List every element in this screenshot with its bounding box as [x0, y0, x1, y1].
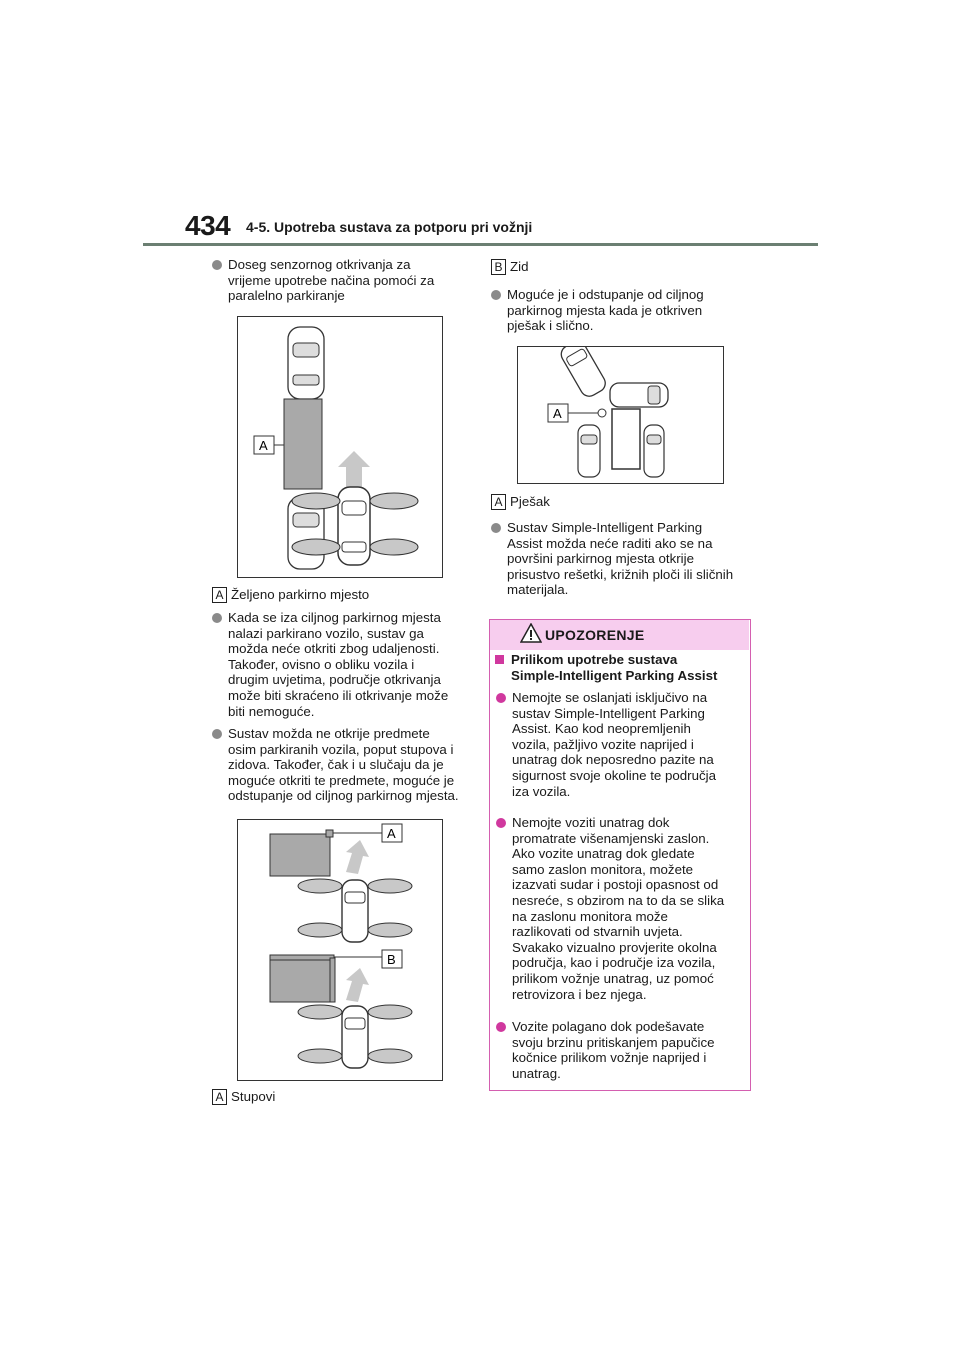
- caption-wall: [491, 259, 528, 275]
- own-car-icon: [342, 880, 368, 942]
- caption-pillars: [212, 1089, 275, 1105]
- line: Assist. Kao kod neopremljenih: [512, 721, 691, 737]
- line: nalazi parkirano vozilo, sustav ga: [228, 625, 424, 641]
- svg-text:A: A: [387, 826, 396, 841]
- line: unatrag.: [512, 1065, 561, 1081]
- figure-pillars-walls: [237, 819, 443, 1081]
- line: Moguće je i odstupanje od ciljnog: [507, 287, 704, 302]
- warning-subtitle: [511, 652, 741, 683]
- bullet-objects: [212, 726, 493, 804]
- bullet-pedestrian: [491, 287, 772, 334]
- line: kočnice prilikom vožnje naprijed i: [512, 1050, 707, 1066]
- arrow-up-icon: [338, 451, 370, 487]
- car-icon: [644, 425, 664, 477]
- line: Ako vozite unatrag dok gledate: [512, 846, 695, 862]
- line: Sustav možda ne otkrije predmete: [228, 726, 430, 741]
- line: materijala.: [507, 582, 569, 598]
- line: sigurnost svoje okoline te područja: [512, 767, 717, 783]
- own-car-icon: [342, 1006, 368, 1068]
- parking-diagram: [238, 317, 442, 577]
- line: vrijeme upotrebe načina pomoći za: [228, 272, 435, 288]
- svg-text:A: A: [553, 406, 562, 421]
- warning-icon: [520, 623, 542, 643]
- line: razlikovati od stvarnih uvjeta.: [512, 924, 683, 940]
- pedestrian-icon: [598, 409, 606, 417]
- line: parkirnog mjesta kada je otkriven: [507, 302, 703, 318]
- line: iza vozila.: [512, 783, 571, 799]
- warning-item-2: [496, 815, 757, 1002]
- pillars-diagram: [238, 820, 442, 1080]
- label-a: A: [212, 587, 227, 603]
- arrow-curve-icon: [346, 968, 369, 1002]
- line: svoju brzinu pritiskanjem papučice: [512, 1034, 715, 1050]
- section-title: 4-5. Upotreba sustava za potporu pri vožnji: [246, 219, 533, 235]
- line: biti nemoguće.: [228, 703, 315, 719]
- line: odstupanje od ciljnog parkirnog mjesta.: [228, 788, 459, 804]
- caption-text: Pješak: [510, 494, 550, 509]
- caption-pedestrian: [491, 494, 550, 510]
- wall-block: [270, 958, 330, 1002]
- warning-square-icon: [495, 655, 504, 664]
- line: Simple-Intelligent Parking Assist: [511, 667, 718, 683]
- line: prilikom vožnje unatrag, uz pomoć: [512, 970, 714, 986]
- line: Nemojte voziti unatrag dok: [512, 815, 670, 830]
- warning-item-1: [496, 690, 757, 799]
- line: vozila, pažljivo vozite naprijed i: [512, 736, 694, 752]
- line: pješak i slično.: [507, 318, 594, 334]
- line: samo zaslon monitora, možete: [512, 861, 694, 877]
- header-rule: [143, 243, 818, 246]
- line: Kada se iza ciljnog parkirnog mjesta: [228, 610, 441, 625]
- caption-text: Zid: [510, 259, 529, 274]
- warning-item-3: [496, 1019, 757, 1081]
- line: unatrag dok neposredno pazite na: [512, 752, 714, 768]
- line: prisustvo rešetki, križnih ploči ili sličnih: [507, 566, 734, 582]
- line: Assist možda neće raditi ako se na: [507, 535, 713, 551]
- label-a: A: [212, 1089, 227, 1105]
- warning-title: UPOZORENJE: [545, 627, 645, 643]
- own-car-icon: [558, 347, 609, 399]
- bullet-distance: [212, 610, 493, 719]
- own-car-icon: [338, 487, 370, 565]
- line: područja, kao i područje iza vozila,: [512, 955, 716, 971]
- line: Svakako vizualno provjerite okolna: [512, 939, 717, 955]
- page-number: 434: [185, 210, 231, 241]
- svg-text:A: A: [259, 438, 268, 453]
- line: promatrate višenamjenski zaslon.: [512, 830, 710, 846]
- bullet-grating: [491, 520, 772, 598]
- line: sustav Simple-Intelligent Parking: [512, 705, 705, 721]
- figure-parallel-parking: [237, 316, 443, 578]
- line: Nemojte se oslanjati isključivo na: [512, 690, 708, 705]
- figure-pedestrian: [517, 346, 724, 484]
- line: površini parkirnog mjesta otkrije: [507, 551, 694, 567]
- line: retrovizora i bez njega.: [512, 986, 647, 1002]
- line: Također, ovisno o obliku vozila i: [228, 656, 415, 672]
- line: paralelno parkiranje: [228, 288, 345, 304]
- svg-text:B: B: [387, 952, 396, 967]
- car-icon: [578, 425, 600, 477]
- line: drugim uvjetima, područje otkrivanja: [228, 672, 441, 688]
- caption-text: Stupovi: [231, 1089, 276, 1104]
- line: može biti skraćeno ili otkrivanje može: [228, 687, 449, 703]
- car-icon: [288, 327, 324, 399]
- line: možda neće otkriti zbog udaljenosti.: [228, 641, 440, 657]
- pillar-block: [270, 834, 330, 876]
- car-icon: [610, 383, 668, 407]
- target-space: [284, 399, 322, 489]
- label-b: B: [491, 259, 506, 275]
- line: nesreće, s obzirom na to da se slika: [512, 892, 725, 908]
- caption-text: Željeno parkirno mjesto: [231, 587, 370, 602]
- bullet-sensing-range: [212, 257, 488, 304]
- label-a: A: [491, 494, 506, 510]
- line: Prilikom upotrebe sustava: [511, 652, 678, 667]
- line: na zaslonu monitora može: [512, 908, 668, 924]
- arrow-curve-icon: [346, 840, 369, 874]
- line: Vozite polagano dok podešavate: [512, 1019, 705, 1034]
- target-space: [612, 409, 640, 469]
- pedestrian-diagram: [518, 347, 723, 483]
- line: izazvati sudar i postoji opasnost od: [512, 877, 719, 893]
- line: Doseg senzornog otkrivanja za: [228, 257, 411, 272]
- line: zidova. Također, čak i u slučaju da je: [228, 757, 444, 773]
- line: moguće otkriti te predmete, moguće je: [228, 772, 455, 788]
- line: osim parkiranih vozila, poput stupova i: [228, 741, 454, 757]
- pillar-icon: [326, 830, 333, 837]
- line: Sustav Simple-Intelligent Parking: [507, 520, 703, 535]
- caption-desired-space: [212, 587, 369, 603]
